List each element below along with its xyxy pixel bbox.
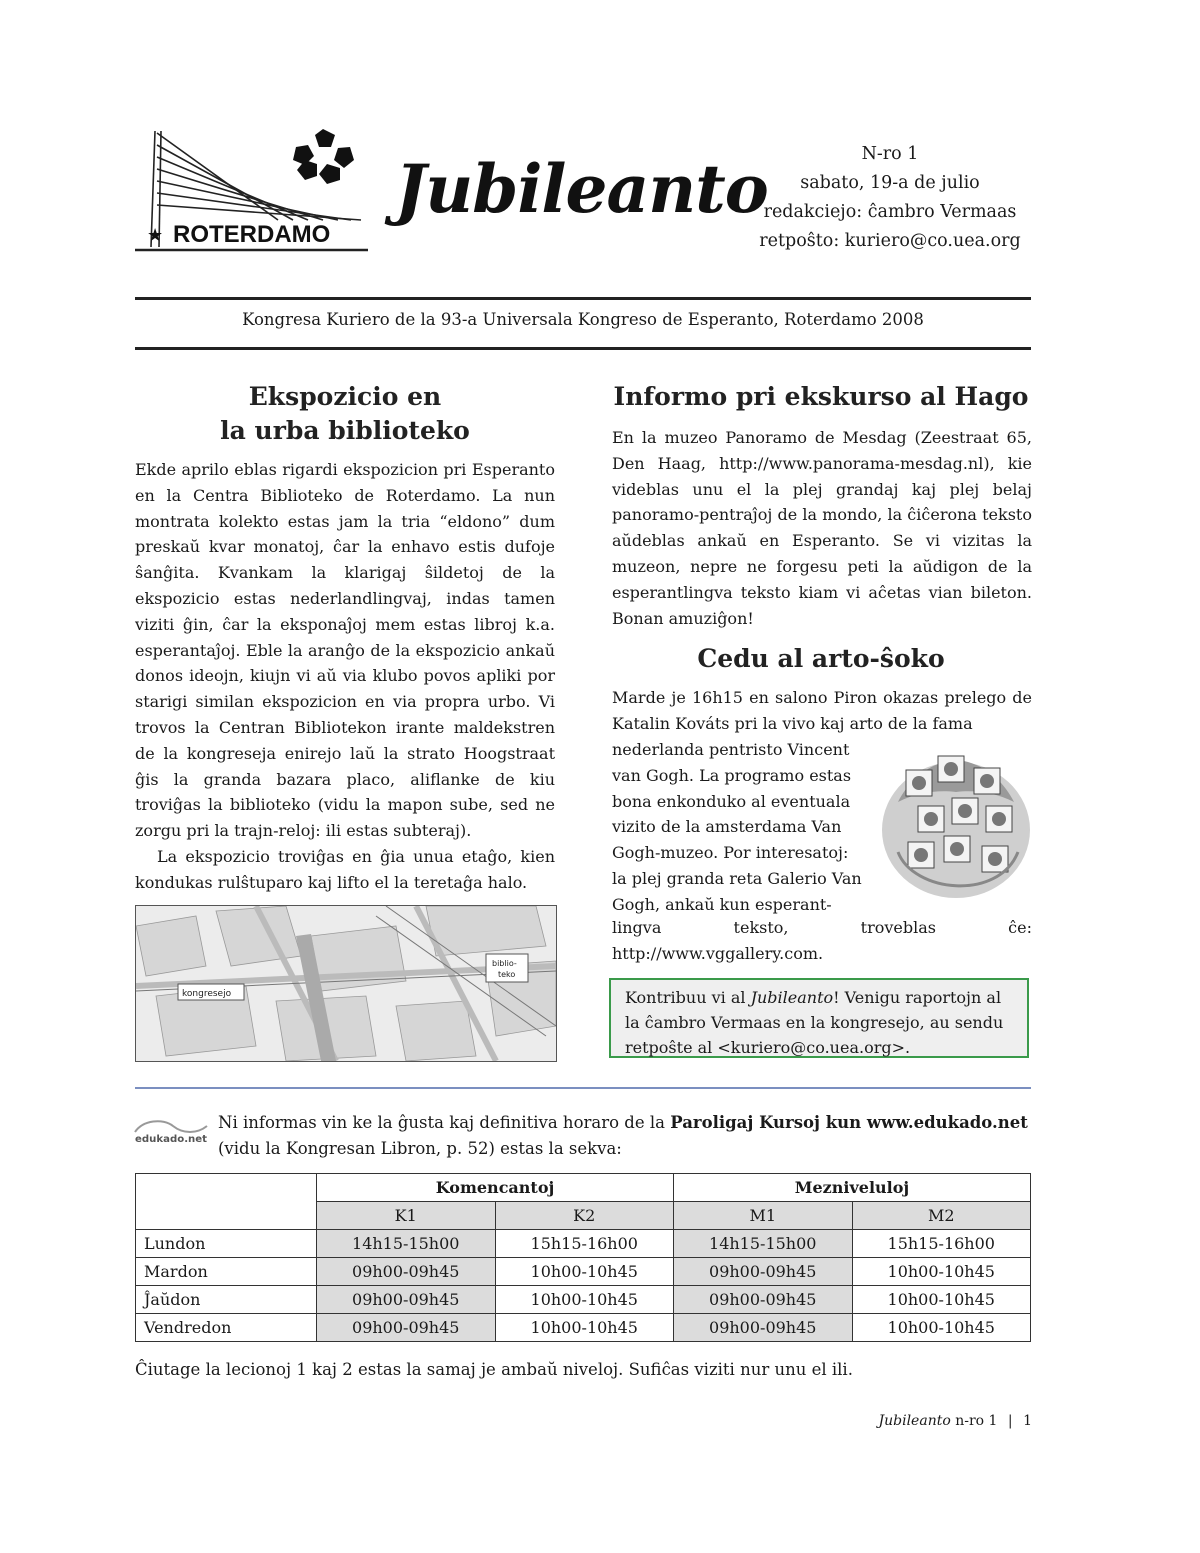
contribute-text: ! Venigu raportojn al la ĉambro Vermaas en la kongresejo, au sendu retpoŝte al <kuriero@co.uea.org>. (625, 988, 1004, 1057)
issue-number: N-ro 1 (861, 144, 919, 164)
course-schedule-table (135, 1173, 1031, 1342)
contribute-box (609, 978, 1029, 1058)
map-label-kongresejo: kongresejo (182, 989, 232, 999)
table-cell: 10h00-10h45 (495, 1286, 674, 1314)
column-header: M2 (852, 1202, 1031, 1230)
article-heading-art: Cedu al arto-ŝoko (697, 644, 945, 673)
article-art-body-middle: nederlanda pentristo Vincent van Gogh. La programo estas bona enkonduko al eventuala vizito de la amsterdama Van Gogh-muzeo. Por interesatoj: la plej granda reta Galerio Van Gogh, ankaŭ kun esperant- (612, 740, 862, 914)
table-cell: 09h00-09h45 (674, 1286, 853, 1314)
table-cell: 09h00-09h45 (674, 1314, 853, 1342)
table-row (136, 1286, 1031, 1314)
column-header: K2 (495, 1202, 674, 1230)
table-row (136, 1258, 1031, 1286)
table-cell: 09h00-09h45 (317, 1258, 496, 1286)
library-map (135, 905, 557, 1062)
edukado-logo (133, 1112, 209, 1152)
table-cell: 09h00-09h45 (674, 1258, 853, 1286)
table-cell: 14h15-15h00 (317, 1230, 496, 1258)
table-row (136, 1230, 1031, 1258)
header-rule-bottom (135, 347, 1031, 350)
article-exhibition-body (135, 457, 555, 896)
row-day: Vendredon (136, 1314, 317, 1342)
issue-date: sabato, 19-a de julio (800, 173, 980, 193)
row-day: Mardon (136, 1258, 317, 1286)
article-hague-body (612, 425, 1032, 631)
intro-course-name: Paroligaj Kursoj kun www.edukado.net (670, 1113, 1028, 1132)
paragraph: En la muzeo Panoramo de Mesdag (Zeestraat 65, Den Haag, http://www.panorama-mesdag.nl), kie videblas unu el la plej grandaj kaj plej belaj panoramo-pentraĵoj de la mondo, la ĉiĉerona teksto aŭdeblas ankaŭ en Esperanto. Se vi vizitas la muzeon, nepre ne forgesu peti la aŭdigon de la esperantlingva teksto kiam vi aĉetas vian bileton. Bonan amuziĝon! (612, 428, 1032, 628)
table-cell: 09h00-09h45 (317, 1314, 496, 1342)
table-cell: 14h15-15h00 (674, 1230, 853, 1258)
table-corner-cell (136, 1174, 317, 1230)
table-cell: 10h00-10h45 (852, 1314, 1031, 1342)
issue-info (745, 140, 1035, 256)
article-heading-hague: Informo pri ekskurso al Hago (613, 382, 1029, 411)
table-cell: 10h00-10h45 (852, 1286, 1031, 1314)
group-header-intermediate: Mezniveluloj (674, 1174, 1031, 1202)
column-header: K1 (317, 1202, 496, 1230)
column-header: M1 (674, 1202, 853, 1230)
article-heading-exhibition (135, 380, 555, 448)
contribute-title: Jubileanto (750, 988, 834, 1007)
svg-text:★: ★ (147, 225, 164, 246)
subtitle: Kongresa Kuriero de la 93-a Universala Kongreso de Esperanto, Roterdamo 2008 (242, 310, 924, 329)
footer-separator: | (1007, 1413, 1013, 1429)
article-art-body-bottom: lingva teksto, troveblas ĉe: http://www.vggallery.com. (612, 918, 1032, 963)
table-cell: 15h15-16h00 (852, 1230, 1031, 1258)
paragraph: Ekde aprilo eblas rigardi ekspozicion pri Esperanto en la Centra Biblioteko de Roterdamo. La nun montrata kolekto estas jam la tria “eldono” dum preskaŭ kvar monatoj, ĉar la enhavo estis dufoje ŝanĝita. Kvankam la klarigaj ŝildetoj de la ekspozicio estas nederlandlingvaj, indas tamen viziti ĝin, ĉar la eksponaĵoj mem estas libroj k.a. esperantaĵoj. Eble la aranĝo de la ekspozicio ankaŭ donos ideojn, kiujn vi aŭ via klubo povos apliki por starigi similan ekspozicion en via propra urbo. Vi trovos la Centran Bibliotekon irante maldekstren de la kongreseja enirejo laŭ la strato Hoogstraat ĝis la granda bazara placo, aliflanke de kiu troviĝas la biblioteko (vidu la mapon sube, sed ne zorgu pri la trajn-reloj: ili estas subteraj). (135, 460, 555, 841)
van-gogh-collage-image (878, 742, 1033, 902)
roterdamo-logo (133, 125, 373, 257)
row-day: Ĵaŭdon (136, 1286, 317, 1314)
schedule-note: Ĉiutage la lecionoj 1 kaj 2 estas la samaj je ambaŭ niveloj. Sufiĉas viziti nur unu el ili. (135, 1360, 853, 1379)
footer-issue: n-ro 1 (950, 1413, 998, 1429)
contribute-text: Kontribuu vi al (625, 988, 751, 1007)
section-divider (135, 1087, 1031, 1089)
map-label-biblioteko-1: biblio- (492, 959, 517, 968)
article-art-body-top: Marde je 16h15 en salono Piron okazas prelego de Katalin Kováts pri la vivo kaj arto de la fama (612, 688, 1032, 733)
header-rule-top (135, 297, 1031, 300)
row-day: Lundon (136, 1230, 317, 1258)
table-cell: 10h00-10h45 (495, 1258, 674, 1286)
heading-line: la urba biblioteko (220, 416, 470, 445)
issue-editorial-office: redakciejo: ĉambro Vermaas (763, 202, 1017, 222)
table-cell: 10h00-10h45 (852, 1258, 1031, 1286)
table-cell: 09h00-09h45 (317, 1286, 496, 1314)
group-header-beginners: Komencantoj (317, 1174, 674, 1202)
footer-title: Jubileanto (878, 1413, 951, 1429)
masthead-title: Jubileanto (395, 150, 768, 228)
svg-text:edukado.net: edukado.net (135, 1134, 208, 1145)
map-label-biblioteko-2: teko (498, 970, 516, 979)
table-cell: 10h00-10h45 (495, 1314, 674, 1342)
logo-text: ROTERDAMO (173, 221, 331, 248)
table-row (136, 1314, 1031, 1342)
courses-intro (218, 1110, 1033, 1162)
page-number: 1 (1023, 1413, 1032, 1429)
intro-text: Ni informas vin ke la ĝusta kaj definitiva horaro de la (218, 1113, 671, 1132)
table-cell: 15h15-16h00 (495, 1230, 674, 1258)
table-group-header-row (136, 1174, 1031, 1202)
paragraph: La ekspozicio troviĝas en ĝia unua etaĝo, kien kondukas rulŝtuparo kaj lifto el la teretaĝa halo. (135, 846, 555, 892)
intro-text: (vidu la Kongresan Libron, p. 52) estas la sekva: (218, 1139, 622, 1158)
heading-line: Ekspozicio en (248, 382, 442, 411)
page-footer (860, 1413, 1032, 1429)
issue-email: retpoŝto: kuriero@co.uea.org (759, 231, 1021, 251)
